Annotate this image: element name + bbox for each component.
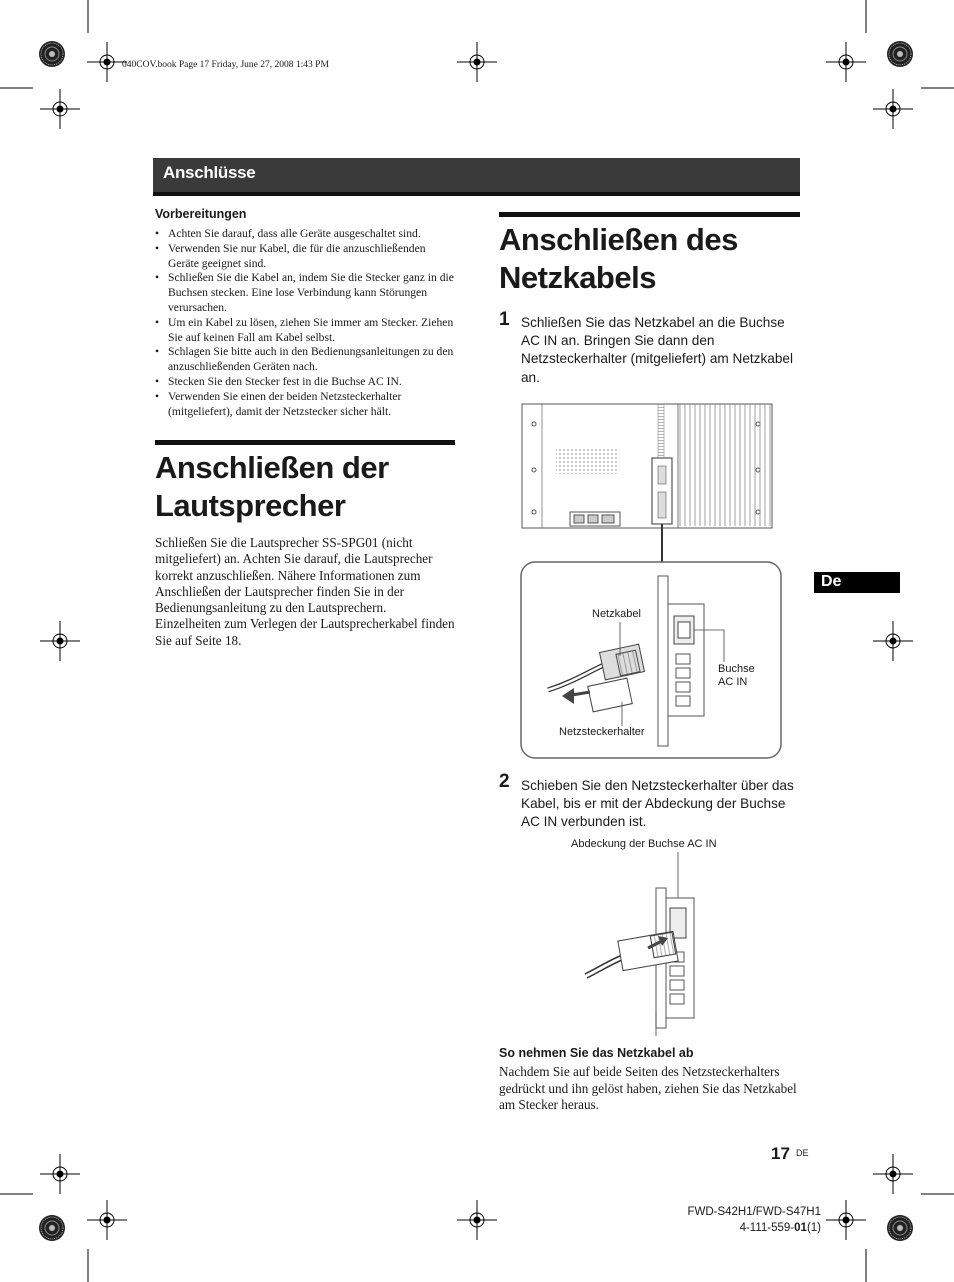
speakers-body-text: Schließen Sie die Lautsprecher SS-SPG01 (nicht mitgeliefert) an. Achten Sie darauf, die Lautsprecher korrekt anzuschließen. Nähere Informationen zum Anschließen der Lautsprecher finden Sie in der Bedienungsanleitung zu den Lautsprechern. Einzelheiten zum Verlegen der Lautsprecherkabel finden Sie auf Seite 18. xyxy=(155,535,455,648)
power-title-line: Anschließen des xyxy=(499,222,738,257)
section-rule xyxy=(155,440,455,445)
figure-label: Netzsteckerhalter xyxy=(559,726,645,738)
crosshair-icon xyxy=(40,89,80,129)
section-title: Anschlüsse xyxy=(163,163,256,182)
section-rule xyxy=(499,212,800,217)
list-item: • Achten Sie darauf, dass alle Geräte ausgeschaltet sind. xyxy=(155,227,455,242)
crosshair-icon xyxy=(873,89,913,129)
section-header-bar xyxy=(153,158,800,196)
speakers-title xyxy=(155,449,465,525)
star-mark-icon xyxy=(39,1215,65,1241)
crosshair-icon xyxy=(40,1154,80,1194)
crosshair-icon xyxy=(873,621,913,661)
figure-label: AC IN xyxy=(718,676,748,688)
document-code xyxy=(671,1222,821,1234)
page-number: 17 xyxy=(771,1144,790,1163)
list-item: • Verwenden Sie einen der beiden Netzsteckerhalter (mitgeliefert), damit der Netzstecker sicher hält. xyxy=(155,390,455,420)
remove-cable-text: Nachdem Sie auf beide Seiten des Netzsteckerhalters gedrückt und ihn gelöst haben, ziehen Sie das Netzkabel am Stecker heraus. xyxy=(499,1064,797,1112)
figure-monitor-rear xyxy=(518,400,786,765)
crosshair-icon xyxy=(40,621,80,661)
crosshair-icon xyxy=(457,42,497,82)
preparations-heading: Vorbereitungen xyxy=(155,207,247,221)
language-tab xyxy=(814,572,900,593)
crosshair-icon xyxy=(873,1154,913,1194)
list-item: • Schlagen Sie bitte auch in den Bedienungsanleitungen zu den anzuschließenden Geräten nach. xyxy=(155,345,455,375)
step-number: 2 xyxy=(499,771,510,792)
figure-holder-attached xyxy=(578,852,708,1038)
step-text: Schieben Sie den Netzsteckerhalter über das Kabel, bis er mit der Abdeckung der Buchse AC IN verbunden ist. xyxy=(521,778,794,830)
model-number: FWD-S42H1/FWD-S47H1 xyxy=(687,1206,821,1218)
remove-cable-heading: So nehmen Sie das Netzkabel ab xyxy=(499,1046,694,1060)
crosshair-icon xyxy=(87,42,127,82)
code-suffix: (1) xyxy=(806,1222,821,1234)
language-tab-label: De xyxy=(821,573,842,590)
step-number: 1 xyxy=(499,309,510,330)
page-number-suffix: DE xyxy=(796,1148,809,1158)
crosshair-icon xyxy=(826,42,866,82)
crosshair-icon xyxy=(457,1200,497,1240)
star-mark-icon xyxy=(39,41,65,67)
crosshair-icon xyxy=(826,1200,866,1240)
power-title xyxy=(499,221,809,297)
speakers-title-line: Anschließen der xyxy=(155,450,389,485)
star-mark-icon xyxy=(887,41,913,67)
speakers-title-line: Lautsprecher xyxy=(155,488,346,523)
figure-label: Buchse xyxy=(718,663,755,675)
book-info-line: 040COV.book Page 17 Friday, June 27, 2008 1:43 PM xyxy=(122,60,329,70)
figure-label: Abdeckung der Buchse AC IN xyxy=(571,838,717,850)
preparations-list xyxy=(155,227,455,419)
list-item: • Stecken Sie den Stecker fest in die Buchse AC IN. xyxy=(155,375,455,390)
power-title-line: Netzkabels xyxy=(499,260,656,295)
list-item: • Schließen Sie die Kabel an, indem Sie die Stecker ganz in die Buchsen stecken. Eine lose Verbindung kann Störungen verursachen. xyxy=(155,271,455,315)
figure-label: Netzkabel xyxy=(592,608,641,620)
code-prefix: 4-111-559- xyxy=(739,1222,795,1234)
step-text: Schließen Sie das Netzkabel an die Buchse AC IN an. Bringen Sie dann den Netzsteckerhalter (mitgeliefert) am Netzkabel an. xyxy=(521,315,793,385)
crosshair-icon xyxy=(87,1200,127,1240)
star-mark-icon xyxy=(887,1215,913,1241)
list-item: • Verwenden Sie nur Kabel, die für die anzuschließenden Geräte geeignet sind. xyxy=(155,242,455,272)
list-item: • Um ein Kabel zu lösen, ziehen Sie immer am Stecker. Ziehen Sie auf keinen Fall am Kabel selbst. xyxy=(155,316,455,346)
code-bold: 01 xyxy=(794,1222,807,1234)
